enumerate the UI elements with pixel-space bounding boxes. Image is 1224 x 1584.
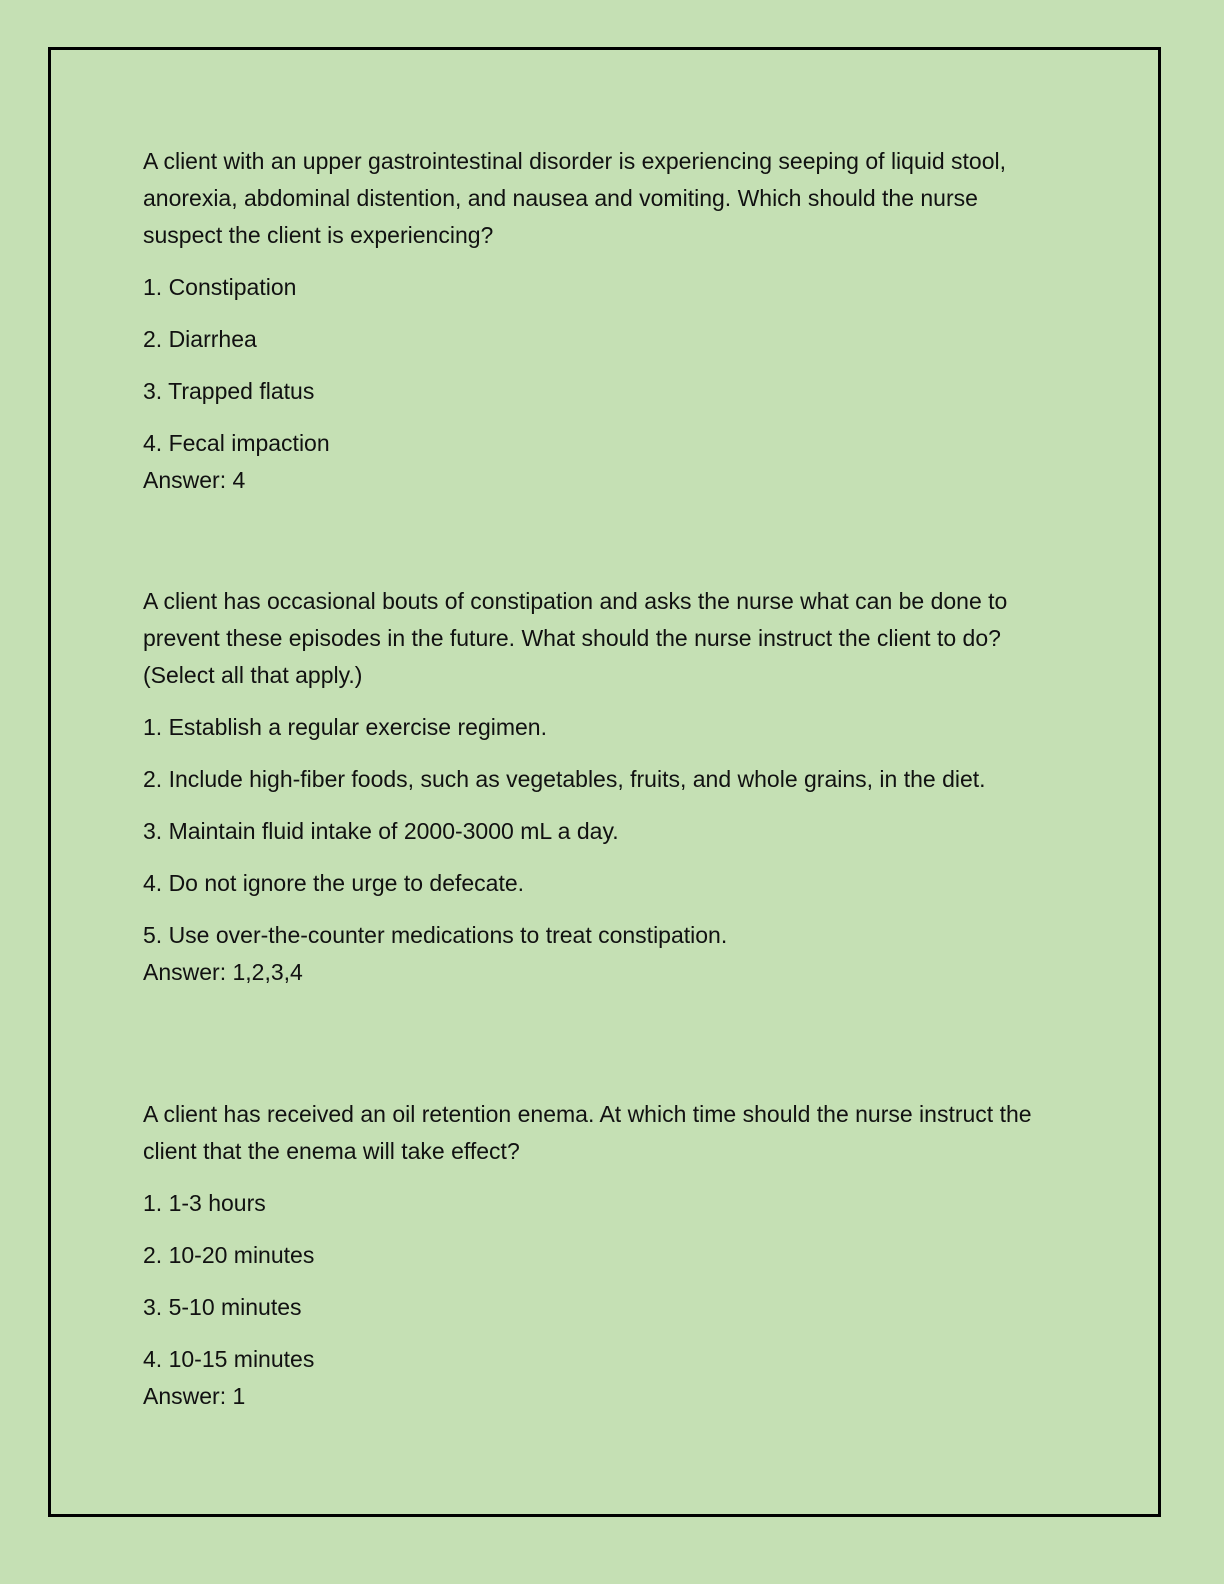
question-2-text: A client has occasional bouts of constipation and asks the nurse what can be done to prevent these episodes in the future. What should the nurse instruct the client to do? (Select all that apply.)	[143, 588, 1008, 688]
question-3-text: A client has received an oil retention enema. At which time should the nurse instruct the client that the enema will take effect?	[143, 1101, 1032, 1164]
question-2-option-2: 2. Include high-fiber foods, such as vegetables, fruits, and whole grains, in the diet.	[143, 766, 986, 792]
question-3-answer: Answer: 1	[143, 1383, 246, 1409]
question-3-option-2: 2. 10-20 minutes	[143, 1242, 315, 1268]
question-3-option-3: 3. 5-10 minutes	[143, 1294, 302, 1320]
question-1-text: A client with an upper gastrointestinal disorder is experiencing seeping of liquid stool, anorexia, abdominal distention, and nausea and vomiting. Which should the nurse suspect the client is experiencing?	[143, 148, 1007, 248]
question-1-option-3: 3. Trapped flatus	[143, 378, 315, 404]
question-2-option-5: 5. Use over-the-counter medications to treat constipation.	[143, 922, 728, 948]
question-1	[143, 143, 1063, 583]
question-3	[143, 1096, 1063, 1415]
question-2	[143, 583, 1063, 1096]
question-2-option-1: 1. Establish a regular exercise regimen.	[143, 714, 547, 740]
question-1-option-4: 4. Fecal impaction	[143, 430, 330, 456]
question-3-option-1: 1. 1-3 hours	[143, 1190, 266, 1216]
question-3-option-4: 4. 10-15 minutes	[143, 1346, 315, 1372]
document-content	[143, 143, 1063, 1415]
question-1-answer: Answer: 4	[143, 467, 246, 493]
question-1-option-2: 2. Diarrhea	[143, 326, 257, 352]
question-1-option-1: 1. Constipation	[143, 274, 297, 300]
question-2-option-3: 3. Maintain fluid intake of 2000-3000 mL a day.	[143, 818, 619, 844]
question-2-answer: Answer: 1,2,3,4	[143, 959, 303, 985]
question-2-option-4: 4. Do not ignore the urge to defecate.	[143, 870, 525, 896]
